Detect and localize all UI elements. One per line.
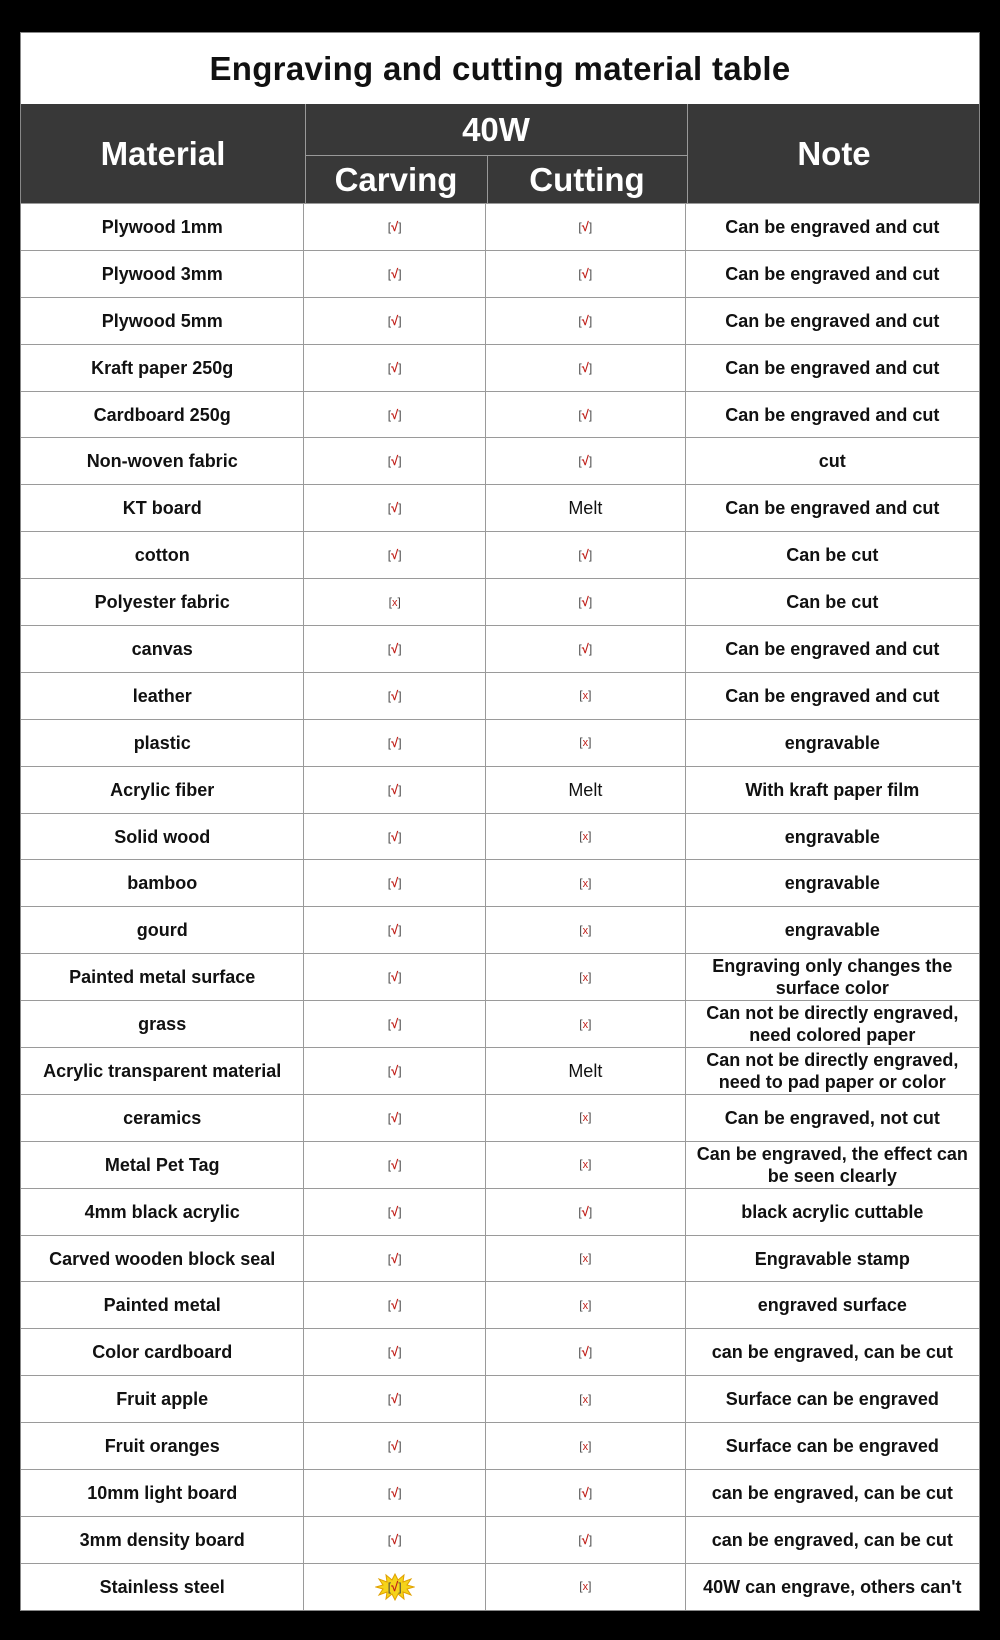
carving-cell: [304, 1282, 486, 1328]
note-cell: 40W can engrave, others can't: [703, 1576, 962, 1597]
cutting-cell: [486, 251, 686, 297]
carving-cell: [304, 1470, 486, 1516]
note-cell: Can be engraved and cut: [725, 357, 940, 378]
check-mark-icon: [√]: [387, 547, 402, 563]
cross-mark-icon: [x]: [579, 1157, 592, 1172]
material-cell: grass: [21, 1001, 304, 1047]
check-mark-icon: [√]: [387, 265, 402, 281]
cutting-cell: [486, 907, 686, 953]
carving-cell: [304, 954, 486, 1000]
cutting-cell: [486, 1001, 686, 1047]
cross-mark-icon: [x]: [579, 1579, 592, 1594]
cross-mark-icon: [x]: [579, 875, 592, 890]
material-cell: cotton: [21, 532, 304, 578]
material-cell: 3mm density board: [21, 1517, 304, 1563]
check-mark-icon: [√]: [387, 1250, 402, 1266]
check-mark-icon: [√]: [387, 453, 402, 469]
carving-cell: [304, 673, 486, 719]
carving-cell: [304, 345, 486, 391]
table-row: [21, 766, 979, 813]
cutting-cell: [486, 392, 686, 438]
table-row: [21, 859, 979, 906]
carving-cell: [304, 1423, 486, 1469]
cutting-cell: [486, 954, 686, 1000]
note-cell: With kraft paper film: [745, 779, 920, 800]
check-mark-icon: [√]: [387, 359, 402, 375]
table-row: [21, 437, 979, 484]
check-mark-icon: [√]: [578, 218, 593, 234]
carving-cell: [304, 1564, 486, 1610]
material-cell: Stainless steel: [21, 1564, 304, 1610]
table-row: [21, 531, 979, 578]
carving-cell: [304, 485, 486, 531]
material-cell: Polyester fabric: [21, 579, 304, 625]
check-mark-icon: [√]: [387, 969, 402, 985]
note-cell: can be engraved, can be cut: [711, 1342, 953, 1363]
header-note: Note: [797, 134, 871, 172]
header-divider: [305, 104, 306, 203]
check-mark-icon: [√]: [387, 922, 402, 938]
material-table: [20, 32, 980, 1611]
check-mark-icon: [√]: [387, 828, 402, 844]
table-row: [21, 578, 979, 625]
note-cell: Engraving only changes the surface color: [712, 956, 953, 999]
cutting-cell: [486, 1048, 686, 1094]
cutting-cell: [486, 1236, 686, 1282]
cutting-cell: [486, 1095, 686, 1141]
table-row: [21, 1328, 979, 1375]
table-row: [21, 953, 979, 1000]
check-mark-icon: [√]: [578, 1531, 593, 1547]
table-row: [21, 625, 979, 672]
check-mark-icon: [√]: [387, 1531, 402, 1547]
cutting-cell: [486, 1376, 686, 1422]
table-row: [21, 1563, 979, 1610]
note-cell: Can be cut: [786, 545, 879, 566]
check-mark-icon: [√]: [387, 1203, 402, 1219]
check-mark-icon: [√]: [578, 1344, 593, 1360]
check-mark-icon: [√]: [578, 547, 593, 563]
note-cell: can be engraved, can be cut: [711, 1482, 953, 1503]
table-row: [21, 297, 979, 344]
cross-mark-icon: [x]: [579, 1438, 592, 1453]
check-mark-icon: [√]: [578, 453, 593, 469]
check-mark-icon: [√]: [387, 781, 402, 797]
cutting-cell: [486, 673, 686, 719]
cutting-cell: [486, 298, 686, 344]
carving-cell: [304, 1095, 486, 1141]
header-power: 40W: [462, 111, 530, 148]
check-mark-icon: [√]: [387, 640, 402, 656]
carving-cell: [304, 814, 486, 860]
table-row: [21, 1469, 979, 1516]
material-cell: leather: [21, 673, 304, 719]
note-cell: Can be engraved and cut: [725, 310, 940, 331]
carving-cell: [304, 1236, 486, 1282]
material-cell: Acrylic fiber: [21, 767, 304, 813]
cross-mark-icon: [x]: [579, 829, 592, 844]
cross-mark-icon: [x]: [388, 594, 401, 609]
cutting-cell: [486, 767, 686, 813]
table-row: [21, 1000, 979, 1047]
carving-cell: [304, 767, 486, 813]
note-cell: Engravable stamp: [754, 1248, 910, 1269]
note-cell: engravable: [784, 920, 880, 941]
cutting-cell: [486, 1517, 686, 1563]
cutting-cell: [486, 626, 686, 672]
carving-cell: [304, 1376, 486, 1422]
check-mark-icon: [√]: [387, 687, 402, 703]
carving-cell: [304, 298, 486, 344]
cutting-cell: [486, 204, 686, 250]
cross-mark-icon: [x]: [579, 1016, 592, 1031]
material-cell: Carved wooden block seal: [21, 1236, 304, 1282]
table-row: [21, 1281, 979, 1328]
note-cell: Can be engraved and cut: [725, 404, 940, 425]
carving-cell: [304, 1517, 486, 1563]
material-cell: Non-woven fabric: [21, 438, 304, 484]
note-cell: engravable: [784, 732, 880, 753]
table-row: [21, 1188, 979, 1235]
cutting-cell: [486, 1282, 686, 1328]
material-cell: Painted metal: [21, 1282, 304, 1328]
carving-cell: [304, 1329, 486, 1375]
cross-mark-icon: [x]: [579, 1251, 592, 1266]
check-mark-icon: [√]: [387, 500, 402, 516]
check-mark-icon: [√]: [387, 1438, 402, 1454]
carving-cell: [304, 860, 486, 906]
table-row: [21, 813, 979, 860]
carving-cell: [304, 626, 486, 672]
check-mark-icon: [√]: [387, 312, 402, 328]
note-cell: Surface can be engraved: [725, 1436, 939, 1457]
check-mark-icon: [√]: [387, 1344, 402, 1360]
cutting-cell: [486, 860, 686, 906]
material-cell: Solid wood: [21, 814, 304, 860]
note-cell: Can be engraved and cut: [725, 638, 940, 659]
material-cell: Painted metal surface: [21, 954, 304, 1000]
check-mark-icon: [√]: [578, 406, 593, 422]
cutting-cell: [486, 1564, 686, 1610]
header-divider: [687, 104, 688, 203]
material-cell: Plywood 5mm: [21, 298, 304, 344]
material-cell: 4mm black acrylic: [21, 1189, 304, 1235]
table-row: [21, 1141, 979, 1188]
cutting-cell: [486, 1470, 686, 1516]
cross-mark-icon: [x]: [579, 735, 592, 750]
check-mark-icon: [√]: [387, 1109, 402, 1125]
table-row: [21, 1422, 979, 1469]
carving-cell: [304, 532, 486, 578]
check-mark-icon: [√]: [387, 218, 402, 234]
check-mark-icon: [√]: [387, 1297, 402, 1313]
note-cell: Can be engraved and cut: [725, 216, 940, 237]
note-cell: Can be engraved and cut: [725, 498, 940, 519]
cutting-cell: [486, 579, 686, 625]
note-cell: engravable: [784, 873, 880, 894]
cutting-cell: [486, 1142, 686, 1188]
carving-cell: [304, 1189, 486, 1235]
check-mark-icon: [√]: [387, 734, 402, 750]
note-cell: can be engraved, can be cut: [711, 1529, 953, 1550]
table-row: [21, 391, 979, 438]
carving-cell: [304, 720, 486, 766]
check-mark-icon: [√]: [578, 1484, 593, 1500]
highlight-burst-icon: [375, 1573, 415, 1601]
note-cell: Can not be directly engraved, need to pad paper or color: [706, 1049, 959, 1092]
material-cell: Fruit apple: [21, 1376, 304, 1422]
note-cell: Can be engraved and cut: [725, 685, 940, 706]
carving-cell: [304, 1142, 486, 1188]
carving-cell: [304, 907, 486, 953]
table-row: [21, 344, 979, 391]
material-cell: KT board: [21, 485, 304, 531]
material-cell: bamboo: [21, 860, 304, 906]
cutting-text: Melt: [568, 1060, 603, 1081]
material-cell: plastic: [21, 720, 304, 766]
cutting-cell: [486, 720, 686, 766]
material-cell: Kraft paper 250g: [21, 345, 304, 391]
material-cell: Acrylic transparent material: [21, 1048, 304, 1094]
cross-mark-icon: [x]: [579, 1297, 592, 1312]
note-cell: Surface can be engraved: [725, 1389, 939, 1410]
note-cell: Can be engraved and cut: [725, 263, 940, 284]
table-row: [21, 1375, 979, 1422]
table-row: [21, 1235, 979, 1282]
carving-cell: [304, 204, 486, 250]
cutting-cell: [486, 485, 686, 531]
cross-mark-icon: [x]: [579, 969, 592, 984]
check-mark-icon: [√]: [387, 1484, 402, 1500]
check-mark-icon: [√]: [387, 875, 402, 891]
cross-mark-icon: [x]: [579, 922, 592, 937]
note-cell: Can not be directly engraved, need colored paper: [706, 1003, 959, 1046]
header-material: Material: [100, 134, 226, 172]
material-cell: Fruit oranges: [21, 1423, 304, 1469]
note-cell: engravable: [784, 826, 880, 847]
material-cell: ceramics: [21, 1095, 304, 1141]
cutting-cell: [486, 1189, 686, 1235]
check-mark-icon: [√]: [578, 359, 593, 375]
cross-mark-icon: [x]: [579, 1110, 592, 1125]
carving-cell: [304, 251, 486, 297]
material-cell: 10mm light board: [21, 1470, 304, 1516]
check-mark-icon: [√]: [578, 640, 593, 656]
header-divider: [487, 156, 488, 203]
carving-cell: [304, 1048, 486, 1094]
cutting-cell: [486, 438, 686, 484]
check-mark-icon: [√]: [387, 1156, 402, 1172]
carving-cell: [304, 392, 486, 438]
table-row: [21, 250, 979, 297]
header-divider: [305, 155, 687, 156]
material-cell: Plywood 3mm: [21, 251, 304, 297]
carving-cell: [304, 438, 486, 484]
cutting-text: Melt: [568, 779, 603, 800]
table-row: [21, 203, 979, 250]
cross-mark-icon: [x]: [579, 688, 592, 703]
cutting-cell: [486, 1329, 686, 1375]
note-cell: engraved surface: [757, 1295, 907, 1316]
table-row: [21, 1094, 979, 1141]
table-row: [21, 484, 979, 531]
note-cell: Can be engraved, the effect can be seen clearly: [696, 1143, 968, 1186]
cutting-cell: [486, 1423, 686, 1469]
header-cutting: Cutting: [529, 160, 645, 198]
note-cell: cut: [818, 451, 846, 472]
check-mark-icon: [√]: [578, 312, 593, 328]
carving-cell: [304, 579, 486, 625]
cross-mark-icon: [x]: [579, 1391, 592, 1406]
table-row: [21, 1047, 979, 1094]
material-cell: Plywood 1mm: [21, 204, 304, 250]
check-mark-icon: [√]: [578, 1203, 593, 1219]
check-mark-icon: [√]: [578, 265, 593, 281]
note-cell: black acrylic cuttable: [741, 1201, 924, 1222]
cutting-cell: [486, 814, 686, 860]
cutting-cell: [486, 532, 686, 578]
check-mark-icon: [√]: [387, 1578, 402, 1594]
cutting-cell: [486, 345, 686, 391]
table-row: [21, 672, 979, 719]
table-title: Engraving and cutting material table: [209, 49, 791, 87]
check-mark-icon: [√]: [387, 406, 402, 422]
table-header: [21, 104, 979, 203]
note-cell: Can be engraved, not cut: [724, 1107, 940, 1128]
table-row: [21, 719, 979, 766]
check-mark-icon: [√]: [387, 1016, 402, 1032]
table-row: [21, 1516, 979, 1563]
material-cell: gourd: [21, 907, 304, 953]
check-mark-icon: [√]: [578, 594, 593, 610]
carving-cell: [304, 1001, 486, 1047]
header-carving: Carving: [334, 160, 458, 198]
check-mark-icon: [√]: [387, 1391, 402, 1407]
material-cell: Metal Pet Tag: [21, 1142, 304, 1188]
cutting-text: Melt: [568, 498, 603, 519]
table-body: [21, 203, 979, 1610]
material-cell: Color cardboard: [21, 1329, 304, 1375]
material-cell: Cardboard 250g: [21, 392, 304, 438]
note-cell: Can be cut: [786, 592, 879, 613]
material-cell: canvas: [21, 626, 304, 672]
check-mark-icon: [√]: [387, 1062, 402, 1078]
table-row: [21, 906, 979, 953]
